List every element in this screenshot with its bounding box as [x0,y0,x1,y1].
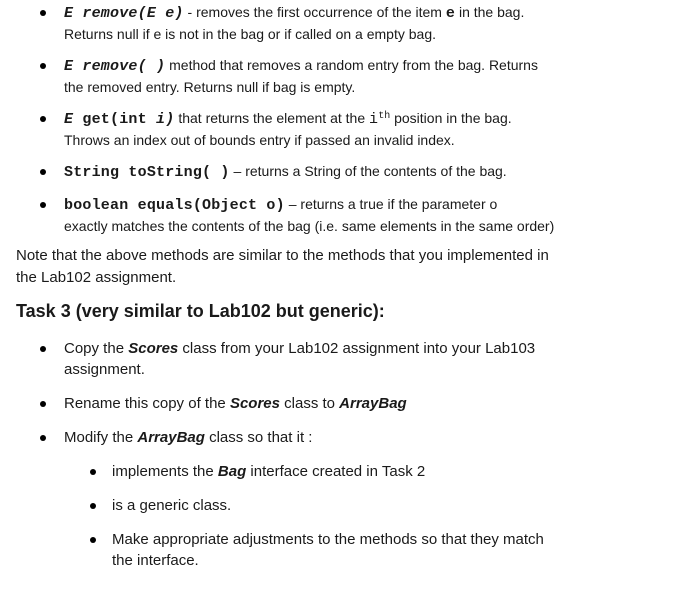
method-remove: E remove( ) method that removes a random entry from the bag. Returns [64,57,538,75]
task3-heading: Task 3 (very similar to Lab102 but generic): [16,301,385,321]
method-remove-desc: the removed entry. Returns null if bag is empty. [64,79,356,95]
bullet-dot [40,346,46,352]
task3-item-rename: Rename this copy of the Scores class to ArrayBag [64,395,407,412]
bullet-dot [40,169,46,175]
subitem-adjust-line2: the interface. [112,552,199,569]
subitem-generic: is a generic class. [112,497,232,514]
subitem-adjust: Make appropriate adjustments to the methods so that they match [112,531,544,548]
method-get: E get(int i) that returns the element at the $i^{th}$ position in the bag. [64,110,512,128]
bullet-dot [40,202,46,208]
bullet-dot [40,401,46,407]
bullet-dot [90,469,96,475]
method-get-desc: Throws an index out of bounds entry if passed an invalid index. [64,132,455,148]
bullet-dot [40,63,46,69]
bullet-dot [40,116,46,122]
note-line-1: Note that the above methods are similar to the methods that you implemented in [16,247,549,264]
method-remove-e: E remove(E e) - removes the first occurrence of the item e in the bag. [64,4,525,22]
task3-item-copy-line2: assignment. [64,361,145,378]
method-equals: boolean equals(Object o) – returns a true if the parameter o [64,196,498,214]
bullet-dot [90,537,96,543]
method-equals-desc: exactly matches the contents of the bag (i.e. same elements in the same order) [64,218,555,234]
method-remove-e-desc: Returns null if e is not in the bag or if called on a empty bag. [64,26,436,42]
task3-item-copy: Copy the Scores class from your Lab102 assignment into your Lab103 [64,340,536,357]
bullet-dot [40,10,46,16]
bullet-dot [90,503,96,509]
task3-item-modify: Modify the ArrayBag class so that it : [64,429,313,446]
note-line-2: the Lab102 assignment. [16,269,177,286]
bullet-dot [40,435,46,441]
subitem-implements: implements the Bag interface created in Task 2 [112,463,426,480]
method-tostring: String toString( ) – returns a String of the contents of the bag. [64,163,507,181]
